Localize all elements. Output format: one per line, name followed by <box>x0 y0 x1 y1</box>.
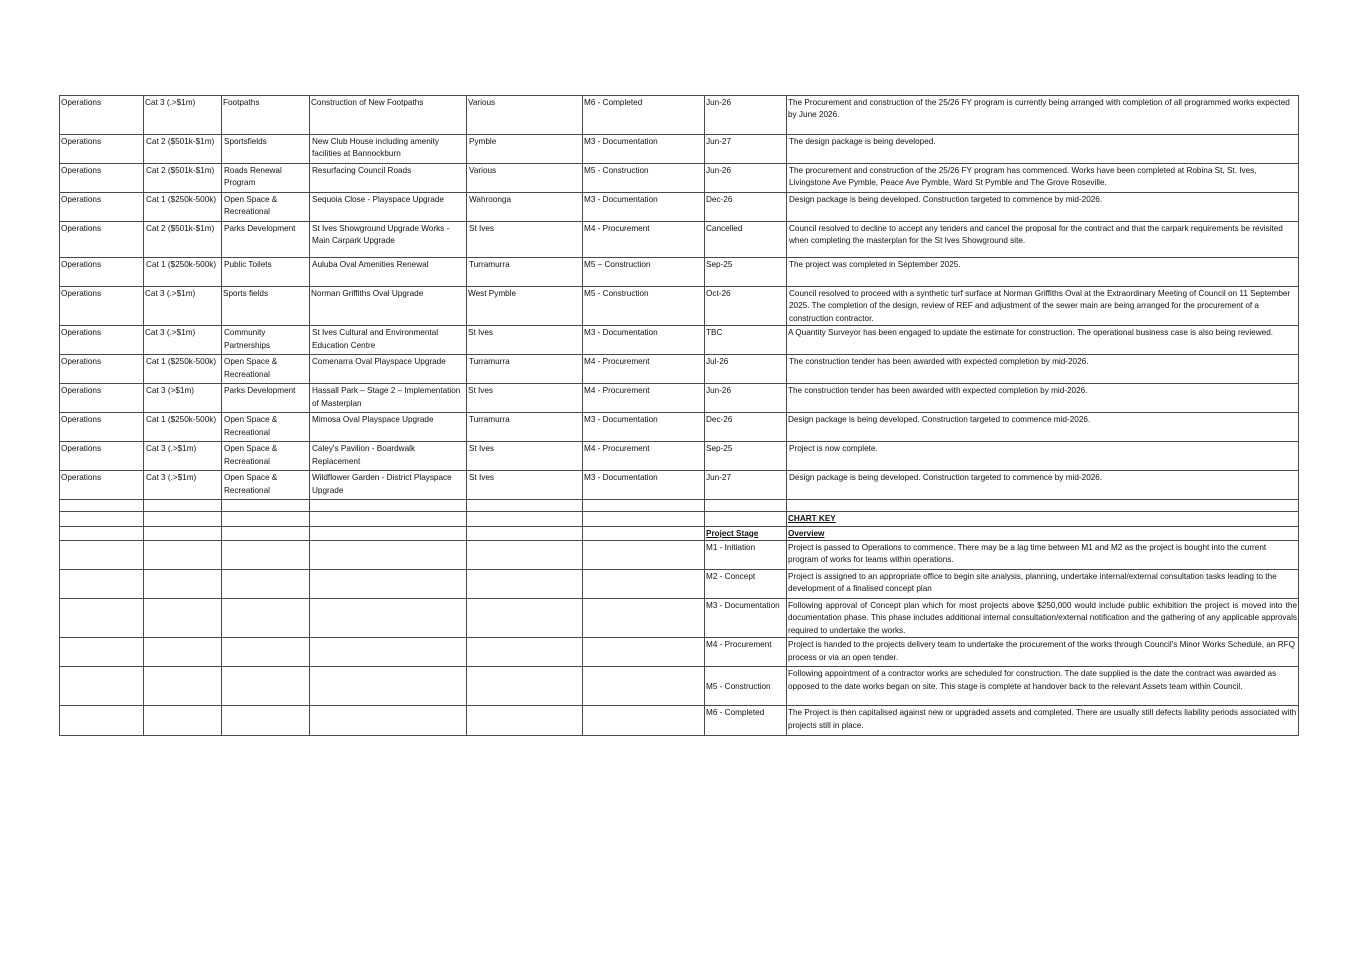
overview-header: Overview <box>787 526 1299 540</box>
comment-cell: The project was completed in September 2025. <box>787 258 1299 287</box>
program-cell: Open Space & Recreational <box>222 442 310 471</box>
table-row <box>60 222 1299 258</box>
program-cell: Parks Development <box>222 384 310 413</box>
chart-key-title: CHART KEY <box>787 512 1299 526</box>
team-cell: Operations <box>60 222 144 258</box>
stage-cell: M5 - Construction <box>583 164 705 193</box>
team-cell: Operations <box>60 135 144 164</box>
table-row <box>60 164 1299 193</box>
comment-cell: The construction tender has been awarded with expected completion by mid-2026. <box>787 355 1299 384</box>
date-cell: Cancelled <box>705 222 787 258</box>
key-overview-cell: Project is assigned to an appropriate office to begin site analysis, planning, undertake internal/external consultation tasks leading to the development of a finalised concept plan <box>787 570 1299 599</box>
project-cell: Hassall Park – Stage 2 – Implementation of Masterplan <box>310 384 467 413</box>
key-stage-cell: M4 - Procurement <box>705 638 787 667</box>
blank-row <box>60 500 1299 512</box>
location-cell: Turramurra <box>467 413 583 442</box>
chart-key-row <box>60 667 1299 706</box>
program-cell: Public Toilets <box>222 258 310 287</box>
team-cell: Operations <box>60 164 144 193</box>
stage-cell: M3 - Documentation <box>583 326 705 355</box>
comment-cell: Council resolved to proceed with a synthetic turf surface at Norman Griffiths Oval at the Extraordinary Meeting of Council on 11 September 2025. The completion of the design, review of REF and adjustment of the sewer main are being arranged for the procurement of a construction contractor. <box>787 287 1299 326</box>
project-cell: St Ives Showground Upgrade Works - Main Carpark Upgrade <box>310 222 467 258</box>
chart-key-header-row <box>60 526 1299 540</box>
table-row <box>60 355 1299 384</box>
project-cell: Sequoia Close - Playspace Upgrade <box>310 193 467 222</box>
category-cell: Cat 2 ($501k-$1m) <box>144 222 222 258</box>
location-cell: St Ives <box>467 326 583 355</box>
stage-cell: M5 – Construction <box>583 258 705 287</box>
table-row <box>60 413 1299 442</box>
stage-cell: M3 - Documentation <box>583 471 705 500</box>
chart-key-row <box>60 599 1299 638</box>
date-cell: Jun-26 <box>705 96 787 135</box>
date-cell: Dec-26 <box>705 413 787 442</box>
key-overview-cell: The Project is then capitalised against new or upgraded assets and completed. There are usually still defects liability periods associated with projects still in place. <box>787 706 1299 736</box>
comment-cell: Design package is being developed. Construction targeted to commence by mid-2026. <box>787 471 1299 500</box>
chart-key-row <box>60 570 1299 599</box>
chart-key-row <box>60 541 1299 570</box>
category-cell: Cat 3 (.>$1m) <box>144 287 222 326</box>
stage-cell: M5 - Construction <box>583 287 705 326</box>
table-row <box>60 326 1299 355</box>
chart-key-row <box>60 638 1299 667</box>
program-cell: Roads Renewal Program <box>222 164 310 193</box>
category-cell: Cat 3 (.>$1m) <box>144 442 222 471</box>
program-cell: Open Space & Recreational <box>222 471 310 500</box>
location-cell: Various <box>467 96 583 135</box>
stage-cell: M4 - Procurement <box>583 222 705 258</box>
category-cell: Cat 1 ($250k-500k) <box>144 193 222 222</box>
location-cell: Various <box>467 164 583 193</box>
comment-cell: A Quantity Surveyor has been engaged to update the estimate for construction. The operational business case is also being reviewed. <box>787 326 1299 355</box>
comment-cell: Project is now complete. <box>787 442 1299 471</box>
category-cell: Cat 3 (>$1m) <box>144 384 222 413</box>
project-cell: Resurfacing Council Roads <box>310 164 467 193</box>
program-cell: Parks Development <box>222 222 310 258</box>
chart-key-title-row <box>60 512 1299 526</box>
program-cell: Footpaths <box>222 96 310 135</box>
stage-cell: M3 - Documentation <box>583 413 705 442</box>
category-cell: Cat 3 (.>$1m) <box>144 96 222 135</box>
location-cell: Turramurra <box>467 355 583 384</box>
program-cell: Open Space & Recreational <box>222 193 310 222</box>
team-cell: Operations <box>60 287 144 326</box>
category-cell: Cat 3 (.>$1m) <box>144 471 222 500</box>
stage-cell: M4 - Procurement <box>583 442 705 471</box>
date-cell: TBC <box>705 326 787 355</box>
capital-works-table-sheet <box>59 95 1298 736</box>
program-cell: Sports fields <box>222 287 310 326</box>
project-cell: Mimosa Oval Playspace Upgrade <box>310 413 467 442</box>
date-cell: Sep-25 <box>705 258 787 287</box>
key-overview-cell: Project is passed to Operations to commence. There may be a lag time between M1 and M2 as the project is bought into the current program of works for teams within operations. <box>787 541 1299 570</box>
date-cell: Jun-27 <box>705 135 787 164</box>
location-cell: St Ives <box>467 442 583 471</box>
project-cell: New Club House including amenity facilities at Bannockburn <box>310 135 467 164</box>
date-cell: Sep-25 <box>705 442 787 471</box>
program-cell: Open Space & Recreational <box>222 413 310 442</box>
location-cell: Pymble <box>467 135 583 164</box>
table-row <box>60 471 1299 500</box>
project-cell: Caley's Pavilion - Boardwalk Replacement <box>310 442 467 471</box>
key-stage-cell: M6 - Completed <box>705 706 787 736</box>
program-cell: Open Space & Recreational <box>222 355 310 384</box>
location-cell: Turramurra <box>467 258 583 287</box>
comment-cell: Design package is being developed. Construction targeted to commence mid-2026. <box>787 413 1299 442</box>
key-overview-cell: Following appointment of a contractor works are scheduled for construction. The date supplied is the date the contract was awarded as opposed to the date works began on site. This stage is complete at handover back to the relevant Assets team within Council. <box>787 667 1299 706</box>
comment-cell: The procurement and construction of the 25/26 FY program has commenced. Works have been completed at Robina St, St. Ives, Livingstone Ave Pymble, Peace Ave Pymble, Ward St Pymble and The Grove Roseville. <box>787 164 1299 193</box>
stage-cell: M3 - Documentation <box>583 193 705 222</box>
comment-cell: The construction tender has been awarded with expected completion by mid-2026. <box>787 384 1299 413</box>
table-row <box>60 287 1299 326</box>
program-cell: Community Partnerships <box>222 326 310 355</box>
chart-key-row <box>60 706 1299 736</box>
date-cell: Dec-26 <box>705 193 787 222</box>
category-cell: Cat 1 ($250k-500k) <box>144 355 222 384</box>
comment-cell: The Procurement and construction of the 25/26 FY program is currently being arranged with completion of all programmed works expected by June 2026. <box>787 96 1299 135</box>
capital-works-table <box>59 95 1299 736</box>
table-row <box>60 384 1299 413</box>
stage-cell: M4 - Procurement <box>583 355 705 384</box>
date-cell: Jun-26 <box>705 384 787 413</box>
stage-cell: M6 - Completed <box>583 96 705 135</box>
comment-cell: Council resolved to decline to accept any tenders and cancel the proposal for the contract and that the carpark requirements be revisited when completing the masterplan for the St Ives Showground site. <box>787 222 1299 258</box>
date-cell: Jul-26 <box>705 355 787 384</box>
project-cell: Wildflower Garden - District Playspace Upgrade <box>310 471 467 500</box>
comment-cell: Design package is being developed. Construction targeted to commence by mid-2026. <box>787 193 1299 222</box>
team-cell: Operations <box>60 413 144 442</box>
location-cell: St Ives <box>467 384 583 413</box>
category-cell: Cat 2 ($501k-$1m) <box>144 135 222 164</box>
key-stage-cell: M1 - Initiation <box>705 541 787 570</box>
table-row <box>60 442 1299 471</box>
project-cell: St Ives Cultural and Environmental Education Centre <box>310 326 467 355</box>
team-cell: Operations <box>60 442 144 471</box>
key-stage-cell: M2 - Concept <box>705 570 787 599</box>
location-cell: St Ives <box>467 222 583 258</box>
table-row <box>60 96 1299 135</box>
team-cell: Operations <box>60 193 144 222</box>
team-cell: Operations <box>60 384 144 413</box>
team-cell: Operations <box>60 471 144 500</box>
team-cell: Operations <box>60 355 144 384</box>
table-row <box>60 193 1299 222</box>
key-overview-cell: Following approval of Concept plan which for most projects above $250,000 would include public exhibition the project is moved into the documentation phase. This phase includes additional internal consultation/external notification and the gathering of any applicable approvals required to undertake the works. <box>787 599 1299 638</box>
location-cell: West Pymble <box>467 287 583 326</box>
location-cell: St Ives <box>467 471 583 500</box>
stage-cell: M4 - Procurement <box>583 384 705 413</box>
key-stage-cell: M3 - Documentation <box>705 599 787 638</box>
team-cell: Operations <box>60 326 144 355</box>
key-stage-cell: M5 - Construction <box>705 667 787 706</box>
date-cell: Jun-26 <box>705 164 787 193</box>
project-cell: Comenarra Oval Playspace Upgrade <box>310 355 467 384</box>
key-overview-cell: Project is handed to the projects delivery team to undertake the procurement of the works through Council's Minor Works Schedule, an RFQ process or via an open tender. <box>787 638 1299 667</box>
stage-cell: M3 - Documentation <box>583 135 705 164</box>
program-cell: Sportsfields <box>222 135 310 164</box>
project-cell: Norman Griffiths Oval Upgrade <box>310 287 467 326</box>
category-cell: Cat 1 ($250k-500k) <box>144 258 222 287</box>
team-cell: Operations <box>60 258 144 287</box>
date-cell: Jun-27 <box>705 471 787 500</box>
date-cell: Oct-26 <box>705 287 787 326</box>
project-stage-header: Project Stage <box>705 526 787 540</box>
category-cell: Cat 2 ($501k-$1m) <box>144 164 222 193</box>
category-cell: Cat 3 (.>$1m) <box>144 326 222 355</box>
table-row <box>60 258 1299 287</box>
location-cell: Wahroonga <box>467 193 583 222</box>
table-row <box>60 135 1299 164</box>
project-cell: Construction of New Footpaths <box>310 96 467 135</box>
category-cell: Cat 1 ($250k-500k) <box>144 413 222 442</box>
comment-cell: The design package is being developed. <box>787 135 1299 164</box>
project-cell: Auluba Oval Amenities Renewal <box>310 258 467 287</box>
team-cell: Operations <box>60 96 144 135</box>
